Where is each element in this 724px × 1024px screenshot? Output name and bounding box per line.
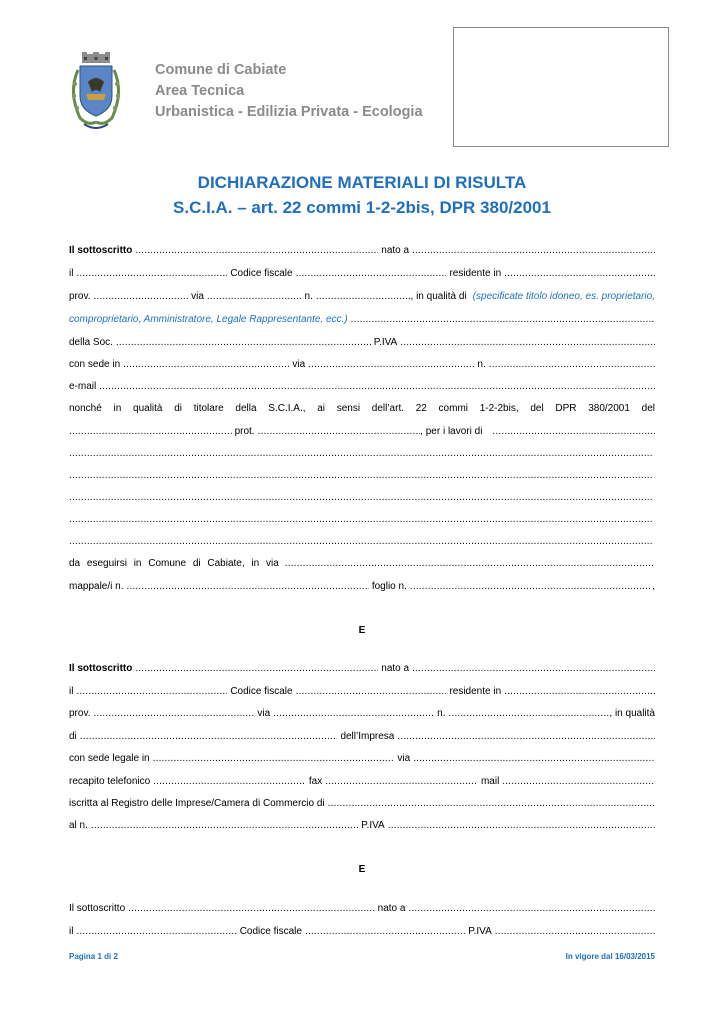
s1-qualita-label: , in qualità di (410, 291, 467, 302)
s2-row-il (69, 685, 655, 699)
s1-lavori-line-4-field[interactable] (69, 513, 652, 527)
s2-sede-label: con sede legale in (69, 753, 150, 764)
s1-lavori-line-3-field[interactable] (69, 491, 652, 505)
s2-n-label: n. (437, 708, 446, 719)
s1-cf-field[interactable] (296, 267, 447, 281)
s1-titolare-line: nonché in qualità di titolare della S.C.I.A., ai sensi dell’art. 22 commi 1-2-2bis, del DPR 380/2001 del (69, 403, 655, 414)
s2-cf-field[interactable] (296, 685, 447, 699)
s2-residence-field[interactable] (504, 685, 655, 699)
s1-nato-label: nato a (381, 245, 410, 256)
s1-lavori-line-1-field[interactable] (69, 447, 652, 461)
s1-row-email (69, 380, 655, 394)
org-area: Area Tecnica (155, 83, 245, 99)
s3-nato-label: nato a (377, 903, 406, 914)
s1-row-soc (69, 336, 655, 350)
s1-birthplace-field[interactable] (412, 244, 655, 258)
s2-recapito-label: recapito telefonico (69, 776, 151, 787)
s2-sede-street-field[interactable] (413, 752, 655, 766)
separator-e-2: E (358, 864, 366, 875)
s2-piva-label: P.IVA (361, 820, 385, 831)
org-name: Comune di Cabiate (155, 62, 287, 78)
s1-row-sede (69, 358, 655, 372)
s1-lavori-line-5-field[interactable] (69, 535, 652, 549)
s1-number-field[interactable] (316, 290, 411, 304)
s2-mail-field[interactable] (502, 775, 655, 789)
s2-impresa-label: dell’Impresa (340, 731, 395, 742)
s2-residente-label: residente in (449, 686, 502, 697)
footer-validity: In vigore dal 16/03/2015 (565, 952, 655, 961)
s1-residence-field[interactable] (504, 267, 655, 281)
s1-via-lavori-field[interactable] (285, 557, 655, 571)
s1-prov-label: prov. (69, 291, 91, 302)
org-department: Urbanistica - Edilizia Privata - Ecologia (155, 104, 423, 120)
s2-piva-field[interactable] (388, 819, 655, 833)
s2-row-sede (69, 752, 655, 766)
s1-foglio-field[interactable] (410, 580, 652, 594)
s1-lavori-line-1 (69, 447, 652, 461)
s1-cf-label: Codice fiscale (230, 268, 293, 279)
s1-lavori-line-5 (69, 535, 652, 549)
s1-row-qualita (69, 313, 655, 327)
s2-qualita-field[interactable] (80, 730, 338, 744)
s2-birthdate-field[interactable] (76, 685, 227, 699)
s1-sede-street-field[interactable] (308, 358, 474, 372)
s3-cf-label: Codice fiscale (239, 926, 302, 937)
s2-qualita-label: , in qualità (609, 708, 655, 719)
document-subtitle: S.C.I.A. – art. 22 commi 1-2-2bis, DPR 380/2001 (173, 198, 551, 217)
s1-lavori-line-2-field[interactable] (69, 469, 652, 483)
s2-mail-label: mail (480, 776, 500, 787)
s2-row-aln (69, 819, 655, 833)
s3-sottoscritto-label: Il sottoscritto (69, 903, 126, 914)
s3-il-label: il (69, 926, 74, 937)
s2-cf-label: Codice fiscale (230, 686, 293, 697)
s1-lavori-line-3 (69, 491, 652, 505)
s1-street-field[interactable] (207, 290, 302, 304)
s2-nato-label: nato a (381, 663, 410, 674)
s1-birthdate-field[interactable] (76, 267, 227, 281)
org-header (155, 60, 423, 123)
s1-foglio-label: foglio n. (371, 581, 407, 592)
s1-soc-field[interactable] (116, 336, 371, 350)
s3-birthplace-field[interactable] (408, 902, 655, 916)
s1-row-il (69, 267, 655, 281)
s2-street-field[interactable] (273, 707, 434, 721)
s1-residente-label: residente in (449, 268, 502, 279)
s1-row-mappale (69, 580, 655, 594)
s2-birthplace-field[interactable] (412, 662, 655, 676)
s1-email-field[interactable] (99, 380, 655, 394)
s2-di-label: di (69, 731, 77, 742)
s1-lavori-field[interactable] (492, 425, 655, 439)
s2-row-recapito (69, 775, 655, 789)
s2-phone-field[interactable] (153, 775, 306, 789)
s1-n-label: n. (304, 291, 313, 302)
s1-soc-label: della Soc. (69, 337, 113, 348)
s2-row-iscritta (69, 797, 655, 811)
s1-mappale-field[interactable] (126, 580, 368, 594)
s1-prot-label: prot. (234, 426, 255, 437)
s2-il-label: il (69, 686, 74, 697)
s1-via-label: via (191, 291, 204, 302)
s3-row-il (69, 925, 655, 939)
s1-qualita-hint-2: comproprietario, Amministratore, Legale Rappresentante, ecc.) (69, 314, 348, 325)
s2-sede-via-label: via (397, 753, 411, 764)
s2-number-field[interactable] (448, 707, 609, 721)
s1-row-prov (69, 290, 655, 304)
s2-fax-label: fax (308, 776, 323, 787)
s1-sede-field[interactable] (123, 358, 289, 372)
s3-name-field[interactable] (128, 902, 375, 916)
s1-sottoscritto-label: Il sottoscritto (69, 245, 133, 256)
s3-piva-field[interactable] (495, 925, 655, 939)
s1-qualita-hint-1: (specificate titolo idoneo, es. proprietario, (472, 291, 655, 302)
s1-row-prot (69, 425, 655, 439)
s2-row-sottoscritto (69, 662, 655, 676)
s1-piva-label: P.IVA (373, 337, 398, 348)
s2-aln-field[interactable] (91, 819, 358, 833)
footer-page-number: Pagina 1 di 2 (69, 952, 118, 961)
s3-birthdate-field[interactable] (76, 925, 236, 939)
s1-comma: , (652, 581, 655, 592)
s2-row-impresa (69, 730, 655, 744)
s1-lavori-line-4 (69, 513, 652, 527)
s2-fax-field[interactable] (325, 775, 478, 789)
s1-lavori-label: , per i lavori di (420, 426, 483, 437)
s2-aln-label: al n. (69, 820, 88, 831)
s1-mappale-label: mappale/i n. (69, 581, 124, 592)
s1-sede-number-field[interactable] (489, 358, 655, 372)
s2-registro-field[interactable] (328, 797, 655, 811)
s1-eseguirsi-label: da eseguirsi in Comune di Cabiate, in via (69, 558, 279, 569)
s3-row-sottoscritto (69, 902, 655, 916)
s2-iscritta-label: iscritta al Registro delle Imprese/Camera di Commercio di (69, 798, 325, 809)
s1-prot-field[interactable] (258, 425, 421, 439)
s1-name-field[interactable] (135, 244, 378, 258)
s1-scia-date-field[interactable] (69, 425, 232, 439)
s2-prov-field[interactable] (94, 707, 255, 721)
s1-piva-field[interactable] (400, 336, 655, 350)
s1-row-via-lavori (69, 557, 655, 571)
s2-prov-label: prov. (69, 708, 91, 719)
s1-sede-label: con sede in (69, 359, 121, 370)
s3-cf-field[interactable] (305, 925, 465, 939)
municipal-crest-icon (66, 52, 126, 132)
s2-via-label: via (257, 708, 271, 719)
s3-piva-label: P.IVA (468, 926, 492, 937)
s1-email-label: e-mail (69, 381, 97, 392)
stamp-box (453, 27, 669, 147)
s2-sottoscritto-label: Il sottoscritto (69, 663, 133, 674)
s2-row-prov (69, 707, 655, 721)
s1-prov-field[interactable] (94, 290, 189, 304)
s1-sede-via-label: via (292, 359, 306, 370)
document-title: DICHIARAZIONE MATERIALI DI RISULTA (197, 173, 527, 192)
s2-impresa-field[interactable] (397, 730, 655, 744)
s1-il-label: il (69, 268, 74, 279)
s2-sede-field[interactable] (153, 752, 395, 766)
s2-name-field[interactable] (135, 662, 378, 676)
s1-lavori-line-2 (69, 469, 652, 483)
separator-e-1: E (358, 625, 366, 636)
s1-qualita-field[interactable] (351, 313, 655, 327)
s1-sede-n-label: n. (477, 359, 486, 370)
s1-row-sottoscritto (69, 244, 655, 258)
